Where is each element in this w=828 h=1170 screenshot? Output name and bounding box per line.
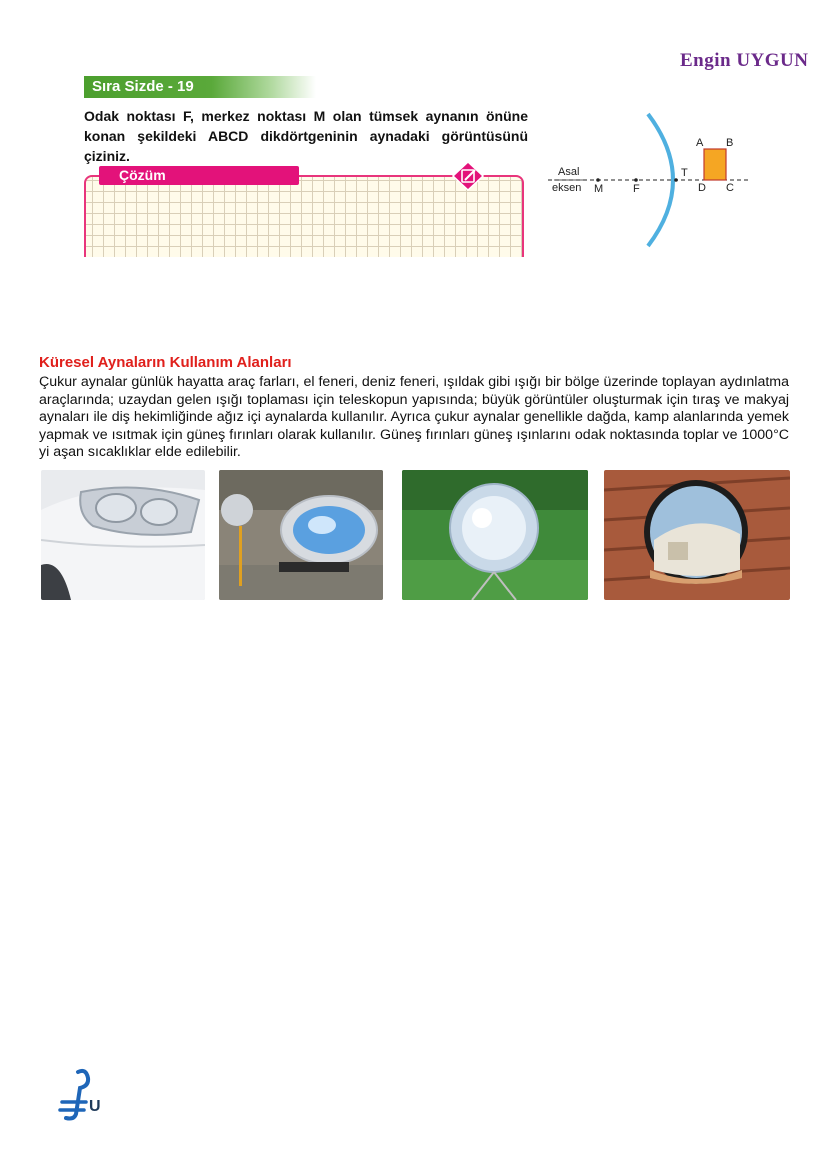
section-title: Küresel Aynaların Kullanım Alanları (39, 354, 292, 371)
rectangle-abcd (704, 149, 726, 180)
axis-label-asal: Asal (558, 166, 580, 178)
exercise-badge: Sıra Sizde - 19 (84, 76, 316, 98)
pencil-icon (452, 161, 484, 191)
label-t: T (681, 167, 688, 179)
section-paragraph: Çukur aynalar günlük hayatta araç farları, el feneri, deniz feneri, ışıldak gibi ışığı bir bölge üzerinde toplayan aydınlatma araçlarında; uzaydan gelen ışığı toplaması için teleskopun yapısında; büyük görüntüler oluşturmak için tıraş ve makyaj aynaları ile diş hekimliğinde ağız içi aynalarda kullanılır. Ayrıca çukur aynalar genellikle dağda, kamp alanlarında yemek yapmak ve ısıtmak için güneş fırınları olarak kullanılır. Güneş fırınları güneş ışınlarını odak noktasında toplar ve 1000°C yi aşan sıcaklıklar elde edilebilir. (39, 374, 789, 461)
label-c: C (726, 182, 734, 194)
axis-label-eksen: eksen (552, 182, 582, 194)
point-f (634, 178, 638, 182)
photo-solar-dish (402, 470, 588, 600)
label-b: B (726, 137, 734, 149)
point-t (674, 178, 678, 182)
publisher-logo (56, 1068, 104, 1122)
author-name: Engin UYGUN (680, 50, 809, 71)
point-m (596, 178, 600, 182)
convex-mirror-diagram (548, 110, 758, 250)
logo-letter: U (89, 1098, 101, 1115)
label-a: A (696, 137, 704, 149)
photo-convex-traffic-mirror (604, 470, 790, 600)
solution-label: Çözüm (99, 166, 299, 185)
exercise-question: Odak noktası F, merkez noktası M olan tümsek aynanın önüne konan şekildeki ABCD dikdörtgeninin aynadaki görüntüsünü çiziniz. (84, 108, 528, 164)
label-d: D (698, 182, 706, 194)
label-m: M (594, 183, 604, 195)
photo-solar-cooker (219, 470, 383, 600)
label-f: F (633, 183, 640, 195)
photo-car-headlight (41, 470, 205, 600)
